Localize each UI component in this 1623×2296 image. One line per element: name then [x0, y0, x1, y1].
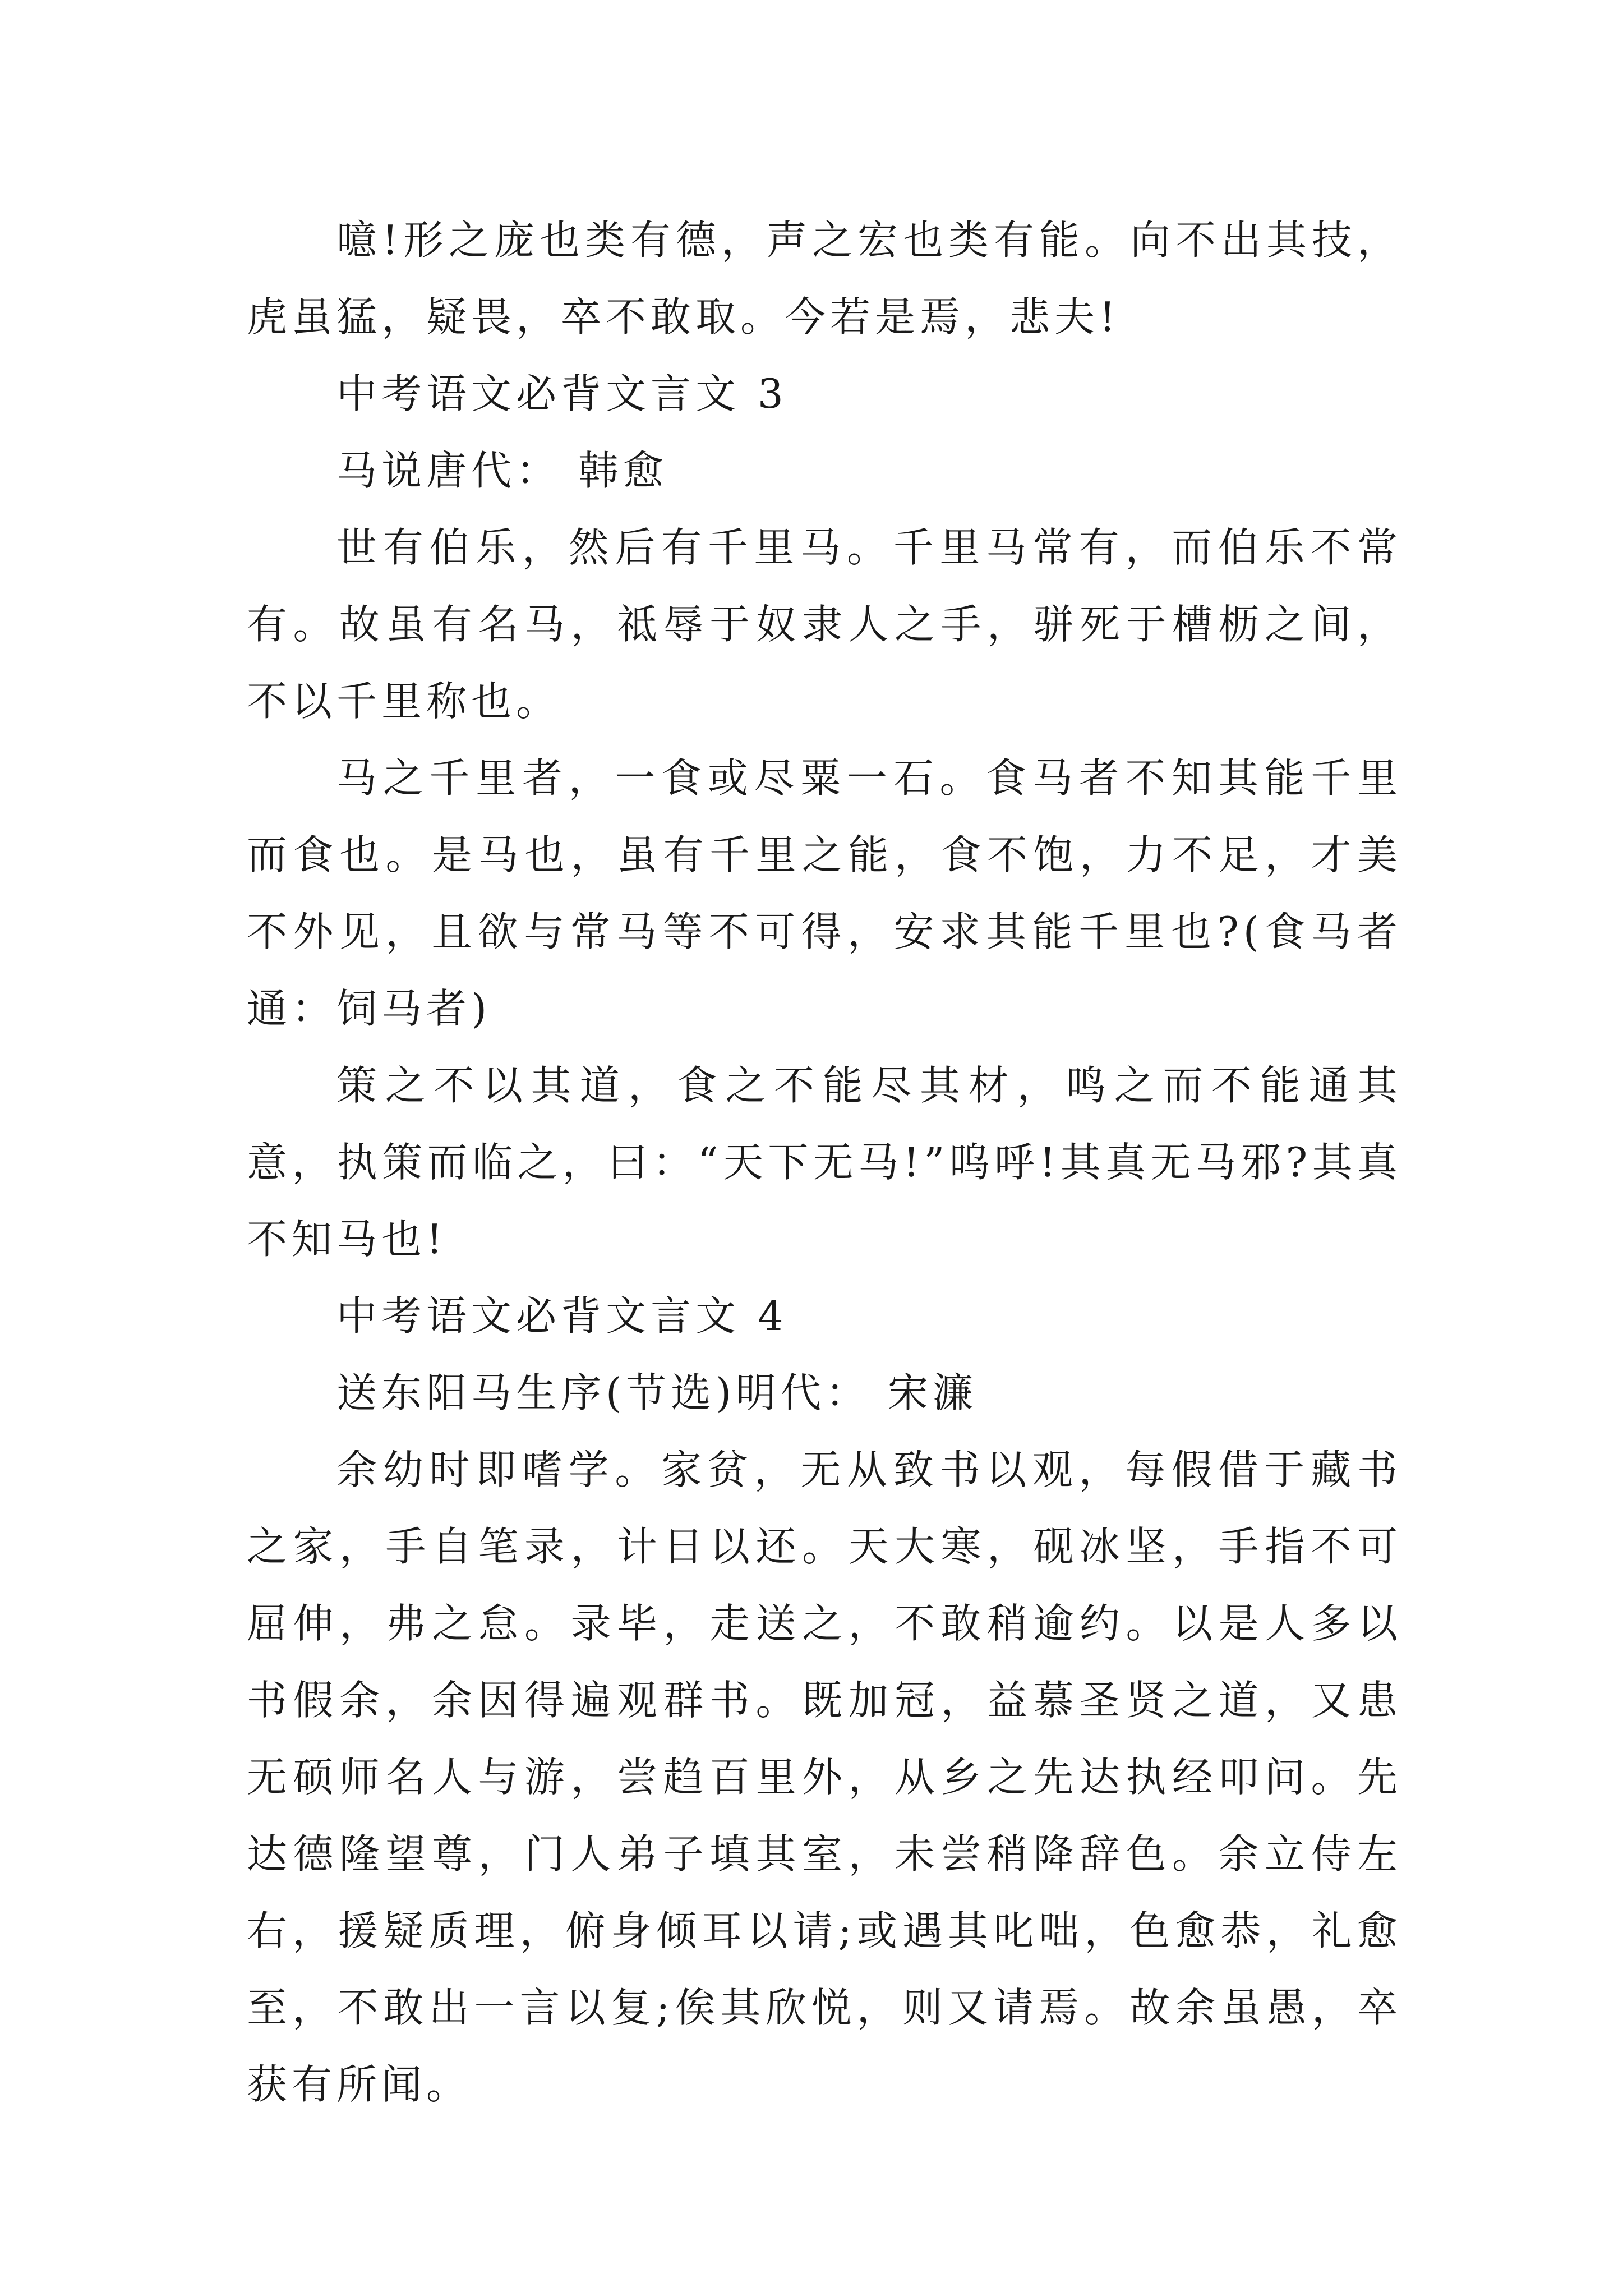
- paragraph-ma-shuo-2: 马之千里者，一食或尽粟一石。食马者不知其能千里而食也。是马也，虽有千里之能，食不饱，力不足，才美不外见，且欲与常马等不可得，安求其能千里也?(食马者 通：饲马者): [247, 754, 1402, 1032]
- paragraph-ma-shuo-3: 策之不以其道，食之不能尽其材，鸣之而不能通其意，执策而临之，曰：“天下无马!”呜呼!其真无马邪?其真不知马也!: [247, 1062, 1402, 1263]
- paragraph-song-dongyang-1: 余幼时即嗜学。家贫，无从致书以观，每假借于藏书之家，手自笔录，计日以还。天大寒，砚冰坚，手指不可屈伸，弗之怠。录毕，走送之，不敢稍逾约。以是人多以书假余，余因得遍观群书。既加冠，益慕圣贤之道，又患无硕师名人与游，尝趋百里外，从乡之先达执经叩问。先达德隆望尊，门人弟子填其室，未尝稍降辞色。余立侍左右，援疑质理，俯身倾耳以请;或遇其叱咄，色愈恭，礼愈至，不敢出一言以复;俟其欣悦，则又请焉。故余虽愚，卒获有所闻。: [247, 1446, 1402, 2108]
- paragraph-lament: 噫!形之庞也类有德，声之宏也类有能。向不出其技，虎虽猛，疑畏，卒不敢取。今若是焉，悲夫!: [247, 217, 1402, 341]
- section-heading-3: 中考语文必背文言文 3: [336, 370, 788, 417]
- essay-title-ma-shuo: 马说唐代： 韩愈: [336, 447, 668, 494]
- document-body: [247, 202, 1402, 2123]
- section-heading-4: 中考语文必背文言文 4: [336, 1292, 788, 1340]
- essay-title-song-dongyang: 送东阳马生序(节选)明代： 宋濂: [336, 1369, 978, 1416]
- paragraph-ma-shuo-1: 世有伯乐，然后有千里马。千里马常有，而伯乐不常有。故虽有名马，祗辱于奴隶人之手，骈死于槽枥之间，不以千里称也。: [247, 524, 1402, 725]
